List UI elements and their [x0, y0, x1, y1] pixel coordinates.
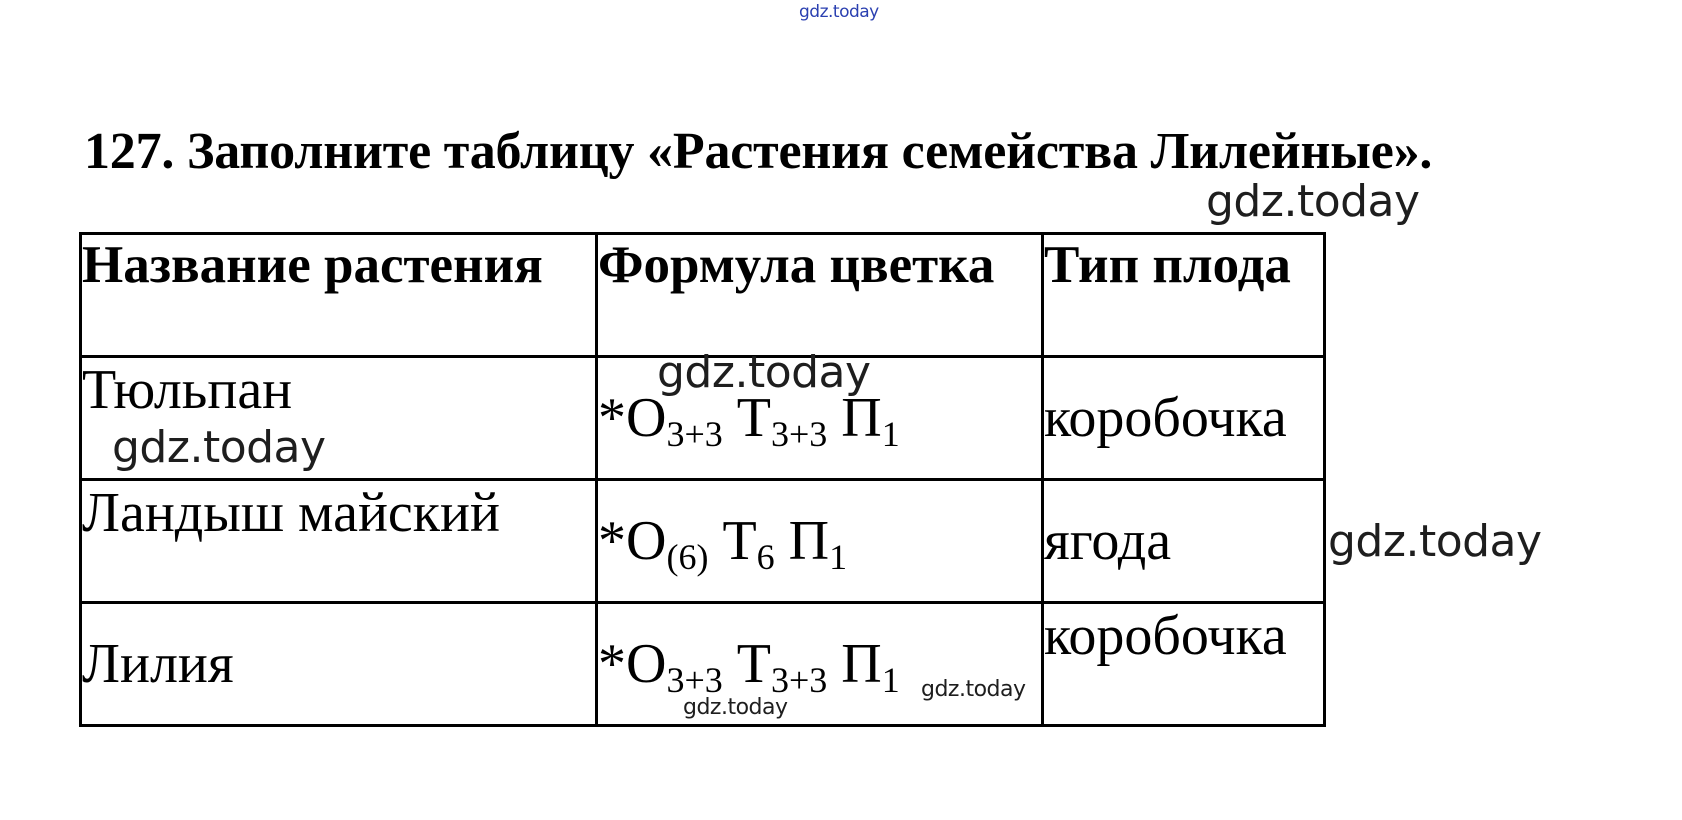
formula-prefix: *О — [598, 633, 667, 695]
header-plant-name: Название растения — [81, 234, 597, 357]
watermark-lily-fruit: gdz.today — [921, 677, 1026, 702]
table-row — [81, 480, 1325, 603]
formula-sub: 3+3 — [666, 660, 723, 700]
formula-prefix: *О — [598, 387, 667, 449]
watermark-lily-formula: gdz.today — [683, 695, 788, 720]
watermark-tulip-cell: gdz.today — [112, 422, 326, 473]
formula-sub: 3+3 — [770, 660, 828, 700]
formula-sub: 3+3 — [770, 414, 828, 454]
header-flower-formula: Формула цветка — [597, 234, 1043, 357]
formula-part: П — [827, 387, 882, 449]
formula-sub: 3+3 — [666, 414, 723, 454]
formula-part: Т — [722, 387, 771, 449]
fruit-type-cell: коробочка — [1043, 357, 1325, 480]
watermark-title: gdz.today — [1206, 176, 1420, 227]
formula-prefix: *О — [598, 510, 667, 572]
header-fruit-type: Тип плода — [1043, 234, 1325, 357]
formula-part: П — [774, 510, 830, 572]
watermark-right: gdz.today — [1328, 516, 1542, 567]
fruit-type-cell: коробочка — [1043, 603, 1325, 726]
table-header-row — [81, 234, 1325, 357]
plant-name-cell: Лилия — [81, 603, 597, 726]
formula-sub: 1 — [881, 660, 900, 700]
flower-formula-cell — [597, 603, 1043, 726]
flower-formula-cell — [597, 480, 1043, 603]
formula-sub: (6) — [666, 537, 709, 577]
formula-sub: 6 — [756, 537, 775, 577]
watermark-formula-header: gdz.today — [657, 347, 871, 398]
formula-sub: 1 — [881, 414, 900, 454]
plant-name-cell: Тюльпан — [81, 357, 597, 480]
task-title: 127. Заполните таблицу «Растения семейства Лилейные». — [84, 123, 1433, 180]
formula-part: Т — [708, 510, 757, 572]
plants-table — [79, 232, 1326, 727]
formula-part: Т — [722, 633, 771, 695]
fruit-type-cell: ягода — [1043, 480, 1325, 603]
plant-name-cell: Ландыш майский — [81, 480, 597, 603]
watermark-top: gdz.today — [799, 2, 879, 22]
formula-sub: 1 — [829, 537, 848, 577]
formula-part: П — [827, 633, 882, 695]
